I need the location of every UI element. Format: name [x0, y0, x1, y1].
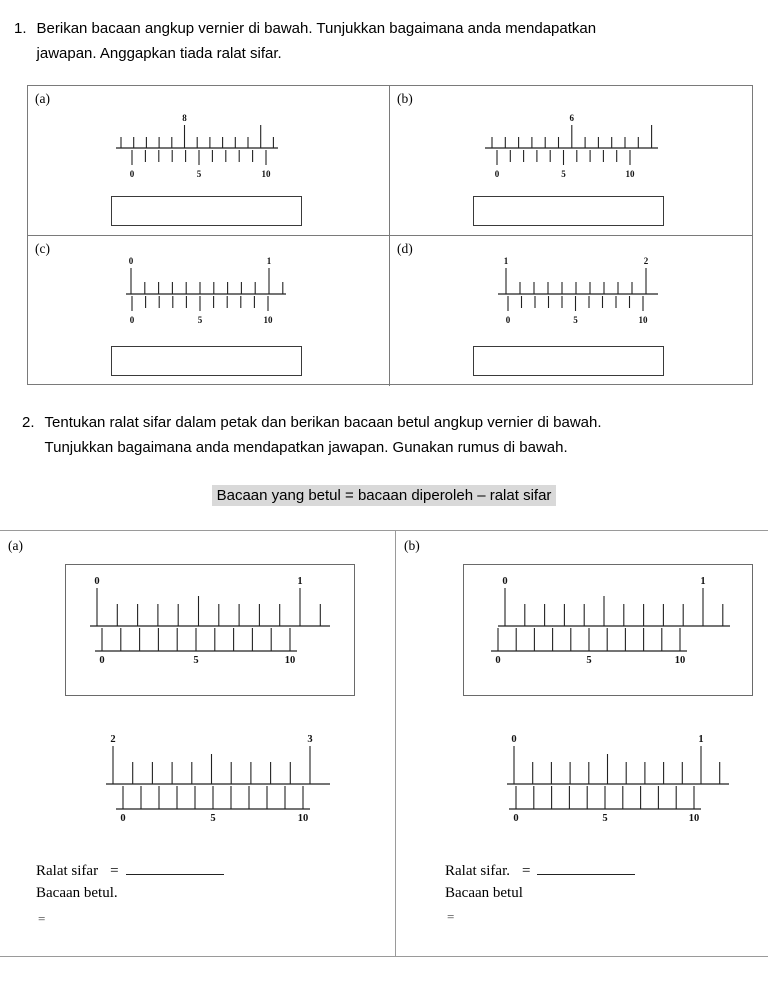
equals-sign-a: =: [110, 863, 119, 879]
svg-text:2: 2: [110, 734, 116, 745]
svg-text:10: 10: [297, 813, 309, 824]
bacaan-betul-label-a: Bacaan betul.: [36, 885, 118, 901]
svg-text:10: 10: [625, 169, 635, 179]
ralat-sifar-line-a: [36, 861, 224, 880]
svg-text:0: 0: [505, 315, 511, 325]
svg-text:0: 0: [129, 169, 135, 179]
svg-text:5: 5: [573, 315, 578, 325]
answer-box-a[interactable]: [111, 196, 302, 226]
svg-text:0: 0: [502, 576, 508, 587]
svg-text:0: 0: [129, 315, 135, 325]
svg-text:10: 10: [638, 315, 648, 325]
q1-cell-c: [28, 236, 390, 386]
question-1: [14, 16, 596, 66]
svg-text:5: 5: [586, 655, 592, 666]
vernier-scale-diagram-open-a: [70, 726, 350, 844]
q2-section: [0, 530, 768, 957]
q1-cell-d: [390, 236, 752, 386]
formula-highlight: Bacaan yang betul = bacaan diperoleh – ralat sifar: [212, 485, 557, 506]
svg-text:0: 0: [99, 655, 105, 666]
svg-text:0: 0: [513, 813, 519, 824]
cell-label-a: (a): [35, 91, 50, 106]
question-2-line1: Tentukan ralat sifar dalam petak dan berikan bacaan betul angkup vernier di bawah.: [44, 414, 602, 431]
vernier-scale-diagram-boxed-b: [464, 565, 752, 695]
q1-cell-b: [390, 86, 752, 236]
vernier-scale-diagram-open-b: [489, 726, 759, 844]
svg-text:1: 1: [700, 576, 706, 587]
answer-box-d[interactable]: [473, 346, 664, 376]
question-1-line1: Berikan bacaan angkup vernier di bawah. Tunjukkan bagaimana anda mendapatkan: [36, 20, 597, 37]
boxed-diagram-frame-b: [463, 564, 753, 696]
svg-text:10: 10: [261, 169, 271, 179]
ralat-sifar-blank-b[interactable]: [537, 861, 635, 875]
q2-column-a: [0, 531, 396, 956]
answer-box-b[interactable]: [473, 196, 664, 226]
question-2-line2: Tunjukkan bagaimana anda mendapatkan jawapan. Gunakan rumus di bawah.: [44, 439, 568, 456]
ralat-sifar-line-b: [445, 861, 635, 880]
svg-text:10: 10: [674, 655, 686, 666]
svg-text:5: 5: [210, 813, 216, 824]
bacaan-betul-label-b: Bacaan betul: [445, 885, 523, 901]
svg-text:10: 10: [284, 655, 296, 666]
ralat-sifar-blank-a[interactable]: [126, 861, 224, 875]
svg-text:2: 2: [643, 256, 649, 266]
svg-text:1: 1: [698, 734, 704, 745]
vernier-scale-diagram-a: [28, 96, 388, 188]
svg-text:0: 0: [494, 169, 500, 179]
svg-text:5: 5: [196, 169, 202, 179]
svg-text:1: 1: [266, 256, 272, 266]
formula-row: [0, 487, 768, 504]
equals-sign-b: =: [521, 863, 531, 879]
svg-text:0: 0: [495, 655, 501, 666]
q1-answer-table: [27, 85, 753, 385]
svg-text:5: 5: [197, 315, 203, 325]
cell-label-b: (b): [397, 91, 413, 106]
svg-text:8: 8: [182, 113, 187, 123]
svg-text:1: 1: [503, 256, 509, 266]
vernier-scale-diagram-boxed-a: [66, 565, 354, 695]
bacaan-betul-equals-a: =: [38, 911, 46, 926]
svg-text:5: 5: [561, 169, 566, 179]
question-2: [22, 410, 602, 460]
svg-text:10: 10: [263, 315, 273, 325]
q1-cell-a: [28, 86, 390, 236]
svg-text:0: 0: [120, 813, 126, 824]
q2-column-b: [396, 531, 768, 956]
svg-text:10: 10: [688, 813, 700, 824]
boxed-diagram-frame-a: [65, 564, 355, 696]
vernier-scale-diagram-d: [390, 246, 750, 338]
ralat-sifar-label-a: Ralat sifar: [36, 863, 99, 879]
column-label-a: (a): [8, 538, 23, 553]
svg-text:5: 5: [193, 655, 199, 666]
cell-label-c: (c): [35, 241, 50, 256]
vernier-scale-diagram-c: [28, 246, 388, 338]
vernier-scale-diagram-b: [390, 96, 750, 188]
svg-text:5: 5: [602, 813, 608, 824]
cell-label-d: (d): [397, 241, 413, 256]
svg-text:0: 0: [128, 256, 134, 266]
ralat-sifar-label-b: Ralat sifar.: [445, 863, 510, 879]
question-2-number: 2.: [22, 414, 35, 431]
bacaan-betul-equals-b: =: [447, 909, 455, 924]
answer-box-c[interactable]: [111, 346, 302, 376]
svg-text:6: 6: [569, 113, 575, 123]
svg-text:0: 0: [511, 734, 517, 745]
svg-text:0: 0: [94, 576, 100, 587]
column-label-b: (b): [404, 538, 420, 553]
question-1-line2: jawapan. Anggapkan tiada ralat sifar.: [36, 45, 282, 62]
question-1-number: 1.: [14, 20, 27, 37]
svg-text:1: 1: [297, 576, 303, 587]
svg-text:3: 3: [307, 734, 313, 745]
